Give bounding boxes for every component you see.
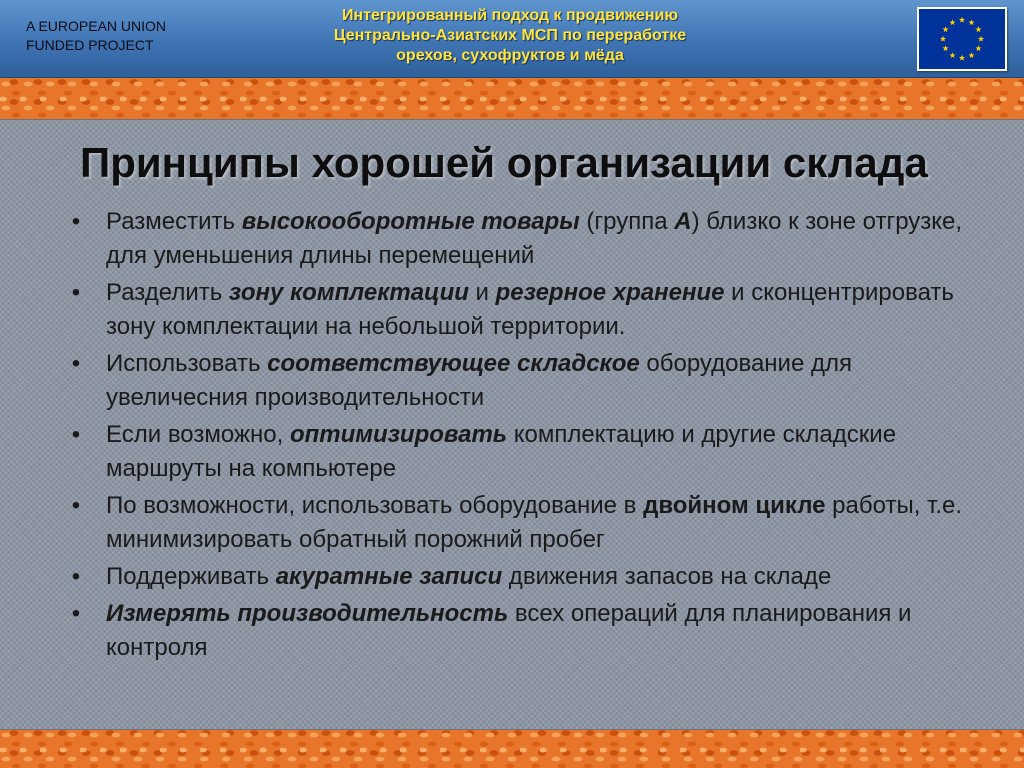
- bullet-list: [66, 205, 986, 668]
- eu-flag-icon: [917, 7, 1007, 71]
- bullet-text: и сконцентрировать зону комплектации на небольшой территории.: [106, 279, 954, 340]
- bullet-emphasis: акуратные записи: [275, 563, 503, 590]
- bullet-text: и: [468, 279, 496, 306]
- bullet-text: Поддерживать: [106, 563, 276, 590]
- eu-funded-label: [26, 17, 166, 55]
- bullet-emphasis: высокооборотные товары: [241, 208, 580, 235]
- bullet-item: [66, 205, 986, 273]
- bullet-text: работы, т.е. минимизировать обратный порожний пробег: [106, 492, 963, 553]
- bullet-item: [66, 276, 986, 344]
- bullet-dot: •: [71, 492, 81, 519]
- bullet-dot: •: [71, 600, 81, 627]
- bullet-dot: •: [71, 279, 81, 306]
- bullet-emphasis: зону комплектации: [228, 279, 469, 306]
- bullet-item: [66, 347, 986, 415]
- eu-funded-line-1: A EUROPEAN UNION: [26, 18, 167, 34]
- eu-funded-line-2: FUNDED PROJECT: [26, 37, 154, 53]
- bullet-dot: •: [71, 563, 81, 590]
- bullet-item: [66, 560, 986, 594]
- bullet-dot: •: [71, 421, 81, 448]
- header-band: [0, 0, 1024, 78]
- bullet-text: оборудование для увеличесния производительности: [106, 350, 852, 411]
- project-title: [250, 6, 770, 66]
- bullet-item: [66, 489, 986, 557]
- bullet-emphasis: Измерять производительность: [106, 600, 509, 627]
- bullet-text: Разделить: [106, 279, 229, 306]
- project-title-line-3: орехов, сухофруктов и мёда: [396, 47, 624, 64]
- bullet-item: [66, 418, 986, 486]
- project-title-line-1: Интегрированный подход к продвижению: [341, 7, 679, 24]
- bullet-text: Если возможно,: [106, 421, 290, 448]
- bullet-emphasis: А: [674, 208, 692, 235]
- bullet-text: Разместить: [106, 208, 242, 235]
- lentil-strip-top: [0, 79, 1024, 119]
- bullet-text: (группа: [579, 208, 675, 235]
- bullet-text: комплектацию и другие складские маршруты на компьютере: [106, 421, 897, 482]
- eu-flag-graphic: [919, 9, 1005, 69]
- bullet-item: [66, 597, 986, 665]
- lentil-strip-bottom: [0, 730, 1024, 768]
- bullet-dot: •: [71, 350, 81, 377]
- bullet-emphasis: резерное хранение: [495, 279, 725, 306]
- project-title-line-2: Центрально-Азиатских МСП по переработке: [333, 27, 687, 44]
- bullet-dot: •: [71, 208, 81, 235]
- bullet-text: движения запасов на складе: [502, 563, 832, 590]
- bullet-emphasis: двойном цикле: [643, 492, 826, 519]
- bullet-text: По возможности, использовать оборудование в: [106, 492, 644, 519]
- bullet-emphasis: соответствующее складское: [267, 350, 640, 377]
- slide-title: Принципы хорошей организации склада: [80, 139, 928, 186]
- bullet-text: Использовать: [106, 350, 268, 377]
- bullet-emphasis: оптимизировать: [289, 421, 508, 448]
- bullet-text: всех операций для планирования и контроля: [106, 600, 912, 661]
- bullet-text: ) близко к зоне отгрузке, для уменьшения длины перемещений: [106, 208, 963, 269]
